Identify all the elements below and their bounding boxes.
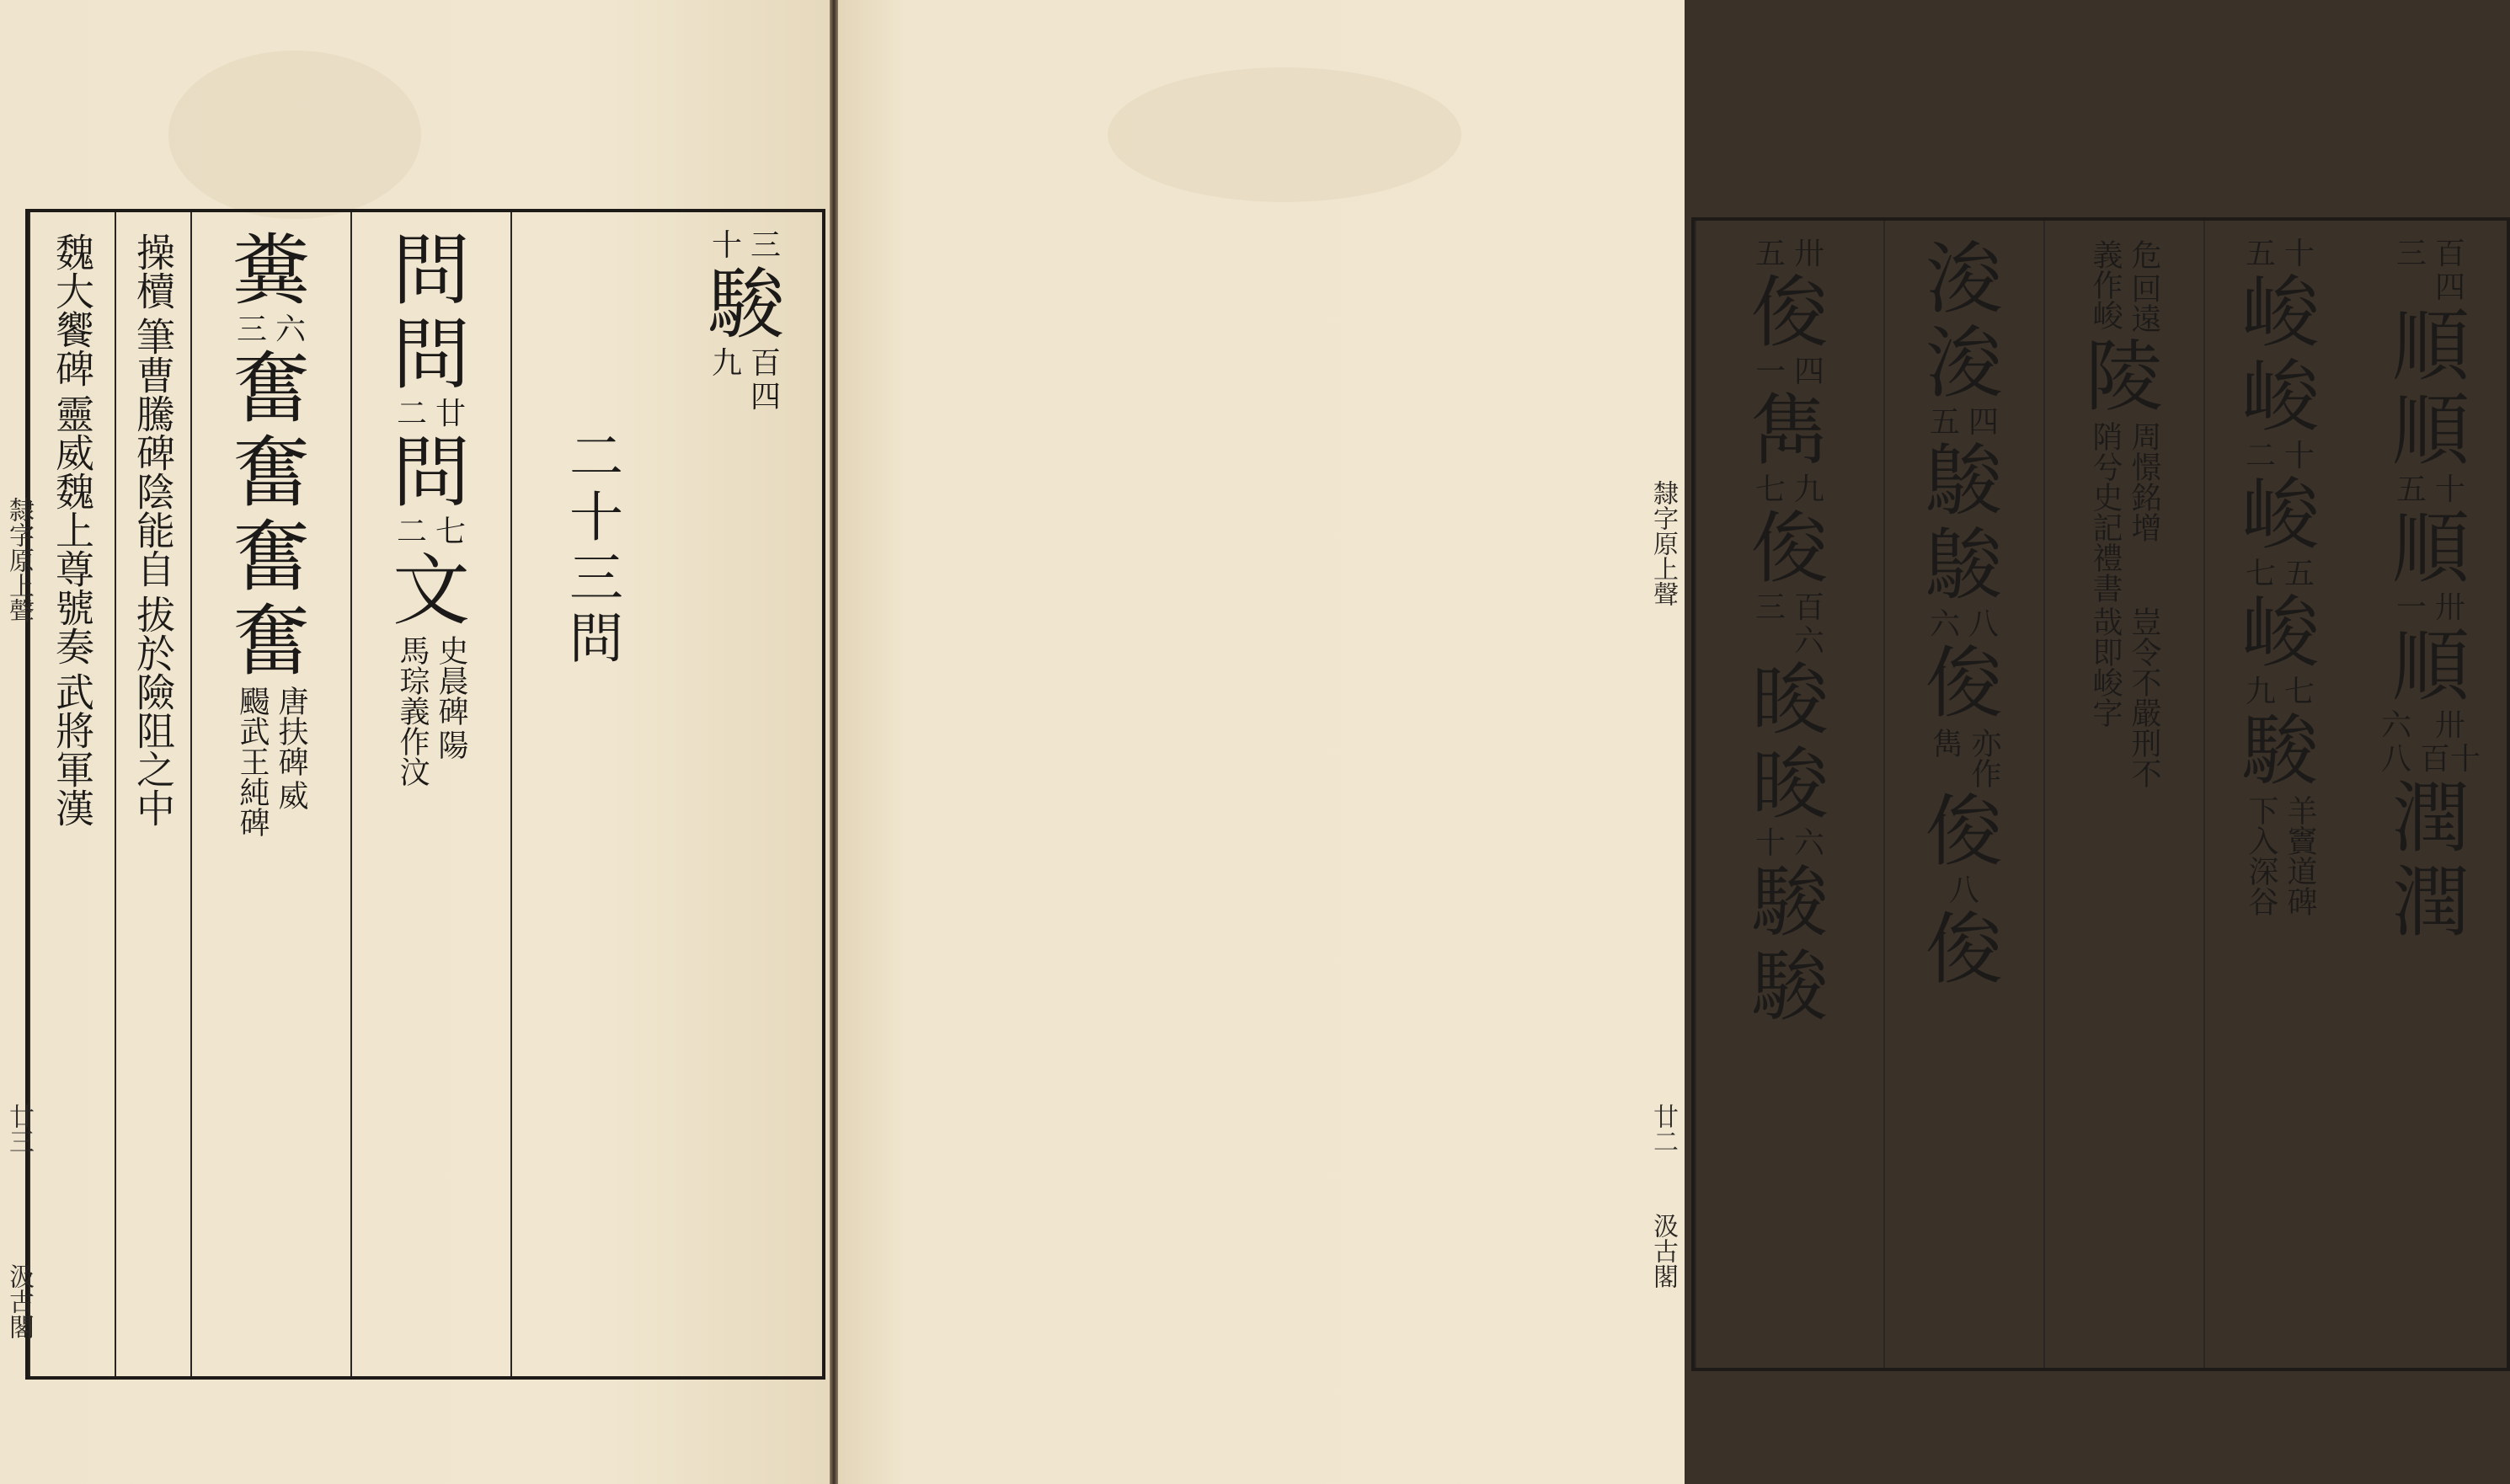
annotation: 八 — [2380, 742, 2411, 777]
annotation: 義作峻 — [2088, 239, 2123, 330]
annotation-pair — [2381, 709, 2481, 777]
right-margin-number: 廿二 — [1648, 1103, 1678, 1154]
annotation: 三 — [1754, 590, 1786, 625]
annotation: 一 — [2395, 590, 2427, 625]
head-character: 俊 — [1750, 504, 1829, 594]
annotation-pair — [1930, 608, 1999, 642]
annotation: 十 — [711, 228, 742, 263]
paper-stain — [1108, 67, 1461, 202]
head-character: 峻 — [2240, 470, 2319, 560]
annotation-pair — [1755, 238, 1824, 271]
right-margin-publisher: 汲古閣 — [1648, 1213, 1678, 1289]
annotation: 五 — [1929, 405, 1960, 440]
book-gutter — [830, 0, 838, 1484]
annotation-pair — [1755, 591, 1824, 659]
annotation: 十 — [2284, 237, 2315, 271]
annotation: 一 — [1754, 355, 1786, 389]
head-character: 奮 — [232, 428, 310, 518]
annotation: 颺武王純碑 — [235, 686, 270, 837]
annotation-pair — [2246, 558, 2315, 591]
annotation-pair — [1930, 726, 1999, 790]
annotation: 五 — [2245, 237, 2276, 271]
left-margin-number: 廿三 — [4, 1103, 34, 1154]
head-character: 問 — [392, 310, 470, 400]
annotation: 卅 — [1794, 237, 1825, 271]
annotation-pair — [237, 684, 306, 839]
annotation-pair — [1755, 827, 1824, 861]
head-character: 文 — [392, 546, 470, 636]
annotation-pair — [397, 398, 466, 431]
column-jun-variants — [1695, 221, 1883, 1368]
head-character: 糞 — [232, 226, 310, 316]
head-character: 奮 — [232, 596, 310, 686]
annotation: 四 — [750, 380, 782, 414]
head-character: 俊 — [1925, 905, 2003, 995]
head-character: 順 — [2391, 302, 2470, 392]
head-character: 駿 — [1750, 942, 1829, 1032]
annotation: 亦作 — [1967, 728, 2001, 788]
head-character: 駿 — [2240, 706, 2319, 796]
head-character: 峻 — [2240, 588, 2319, 678]
right-page — [838, 0, 2481, 1484]
annotation: 二 — [2245, 439, 2276, 473]
annotation: 九 — [711, 346, 742, 381]
annotation-pair — [2246, 440, 2315, 473]
head-character: 晙 — [1750, 739, 1829, 830]
head-character: 鵔 — [1925, 436, 2003, 526]
head-character: 晙 — [1750, 655, 1829, 745]
annotation: 百十 — [2420, 742, 2481, 777]
annotation: 四 — [1794, 355, 1825, 389]
annotation-pair — [1930, 406, 1999, 440]
column-wen — [350, 212, 510, 1376]
annotation: 史晨碑 — [434, 635, 468, 726]
annotation: 雋 — [1928, 728, 1963, 758]
annotation: 十 — [2435, 472, 2466, 507]
head-character: 潤 — [2391, 857, 2470, 948]
annotation: 廿 — [435, 397, 467, 431]
annotation: 七 — [435, 515, 467, 549]
head-character: 問 — [392, 226, 470, 316]
annotation: 六 — [1929, 607, 1960, 642]
annotation: 馬琮義作汶 — [395, 635, 430, 787]
annotation-pair — [397, 515, 466, 549]
head-character: 鵔 — [1925, 520, 2003, 611]
annotation-pair — [2090, 605, 2159, 790]
annotation-pair — [1755, 473, 1824, 507]
annotation: 六 — [1794, 624, 1825, 659]
left-margin-title: 隸字原上聲 — [4, 497, 34, 623]
annotation: 八 — [1948, 873, 1979, 908]
annotation: 三 — [2395, 237, 2427, 271]
annotation: 二 — [396, 515, 427, 549]
right-margin-title: 隸字原上聲 — [1648, 480, 1678, 606]
head-character: 奮 — [232, 344, 310, 434]
annotation-pair — [2246, 793, 2315, 918]
head-character: 駿 — [707, 259, 785, 350]
head-character: 問 — [392, 428, 470, 518]
annotation-pair — [712, 347, 781, 414]
annotation-pair — [1755, 355, 1824, 389]
column-jun — [2203, 221, 2355, 1368]
head-character: 峻 — [2240, 352, 2319, 442]
annotation-pair — [237, 313, 306, 347]
annotation: 三 — [236, 312, 267, 347]
head-character: 潤 — [2391, 773, 2470, 863]
annotation: 百 — [2435, 237, 2466, 271]
right-page-frame — [1691, 217, 2510, 1371]
annotation: 二 — [396, 397, 427, 431]
column-section-header — [510, 212, 670, 1376]
annotation: 七 — [2284, 675, 2315, 709]
annotation: 卅 — [2435, 590, 2466, 625]
annotation: 九 — [1794, 472, 1825, 507]
column-shun — [2355, 221, 2507, 1368]
annotation: 九 — [2245, 675, 2276, 709]
left-page — [0, 0, 830, 1484]
head-character: 順 — [2391, 386, 2470, 476]
annotation: 五 — [1754, 237, 1786, 271]
head-character: 浚 — [1925, 318, 2003, 408]
annotation: 羊竇道碑 — [2283, 795, 2317, 916]
paper-stain — [168, 51, 421, 219]
annotation: 下入深谷 — [2244, 795, 2278, 916]
annotation-pair — [2396, 473, 2465, 507]
annotation: 豈令不嚴刑不 — [2127, 606, 2161, 788]
head-character: 順 — [2391, 622, 2470, 712]
annotation-pair — [2246, 238, 2315, 271]
annotation: 哉即峻字 — [2088, 606, 2123, 728]
annotation: 卅 — [2435, 708, 2466, 743]
annotation: 百 — [750, 346, 782, 381]
annotation: 四 — [1968, 405, 2000, 440]
annotation: 三 — [750, 228, 782, 263]
annotation: 唐扶碑 — [274, 686, 308, 777]
column-xun — [1883, 221, 2043, 1368]
annotation-pair — [2090, 238, 2159, 335]
annotation: 十 — [1754, 826, 1786, 861]
annotation: 威 — [274, 780, 308, 810]
head-character: 順 — [2391, 504, 2470, 594]
annotation: 六 — [1794, 826, 1825, 861]
annotation-pair — [2396, 238, 2465, 305]
text-line: 靈威魏上尊號奏 — [50, 394, 95, 665]
section-heading: 二十三問 — [560, 428, 622, 670]
annotation: 五 — [2395, 472, 2427, 507]
annotation-pair — [2396, 591, 2465, 625]
annotation-pair — [397, 633, 466, 788]
head-character: 雋 — [1750, 386, 1829, 476]
text-line: 操櫝 — [131, 232, 176, 310]
annotation: 四 — [2435, 270, 2466, 305]
head-character: 奮 — [232, 512, 310, 602]
text-line: 筆曹騰碑陰能自 — [131, 317, 176, 588]
annotation: 陗兮史記禮書 — [2088, 421, 2123, 603]
annotation: 五 — [2284, 557, 2315, 591]
annotation-pair — [712, 229, 781, 263]
annotation: 危 — [2127, 239, 2161, 270]
column-ling — [2043, 221, 2203, 1368]
annotation: 百 — [1794, 590, 1825, 625]
head-character: 俊 — [1750, 268, 1829, 358]
text-line: 武將軍漢 — [50, 672, 95, 827]
text-line: 拔於險阻之中 — [131, 595, 176, 827]
column-fen — [190, 212, 350, 1376]
annotation: 六 — [2380, 708, 2411, 743]
head-character: 峻 — [2240, 268, 2319, 358]
left-page-frame — [25, 209, 825, 1380]
annotation-pair — [2246, 675, 2315, 709]
head-character: 陵 — [2085, 332, 2163, 422]
head-character: 俊 — [1925, 638, 2003, 729]
text-line: 魏大饗碑 — [50, 232, 95, 387]
head-character: 浚 — [1925, 234, 2003, 324]
annotation: 六 — [275, 312, 307, 347]
annotation: 陽 — [434, 729, 468, 760]
head-character: 俊 — [1925, 787, 2003, 877]
annotation: 八 — [1968, 607, 2000, 642]
annotation: 七 — [2245, 557, 2276, 591]
annotation-pair — [2090, 419, 2159, 605]
annotation: 七 — [1754, 472, 1786, 507]
annotation: 十 — [2284, 439, 2315, 473]
column-text-2 — [29, 212, 115, 1376]
head-character: 駿 — [1750, 857, 1829, 948]
column-jun-head — [670, 212, 822, 1376]
left-margin-publisher: 汲古閣 — [4, 1263, 34, 1339]
annotation: 回遠 — [2127, 273, 2161, 334]
annotation: 周憬銘增 — [2127, 421, 2161, 542]
column-text-1 — [115, 212, 190, 1376]
